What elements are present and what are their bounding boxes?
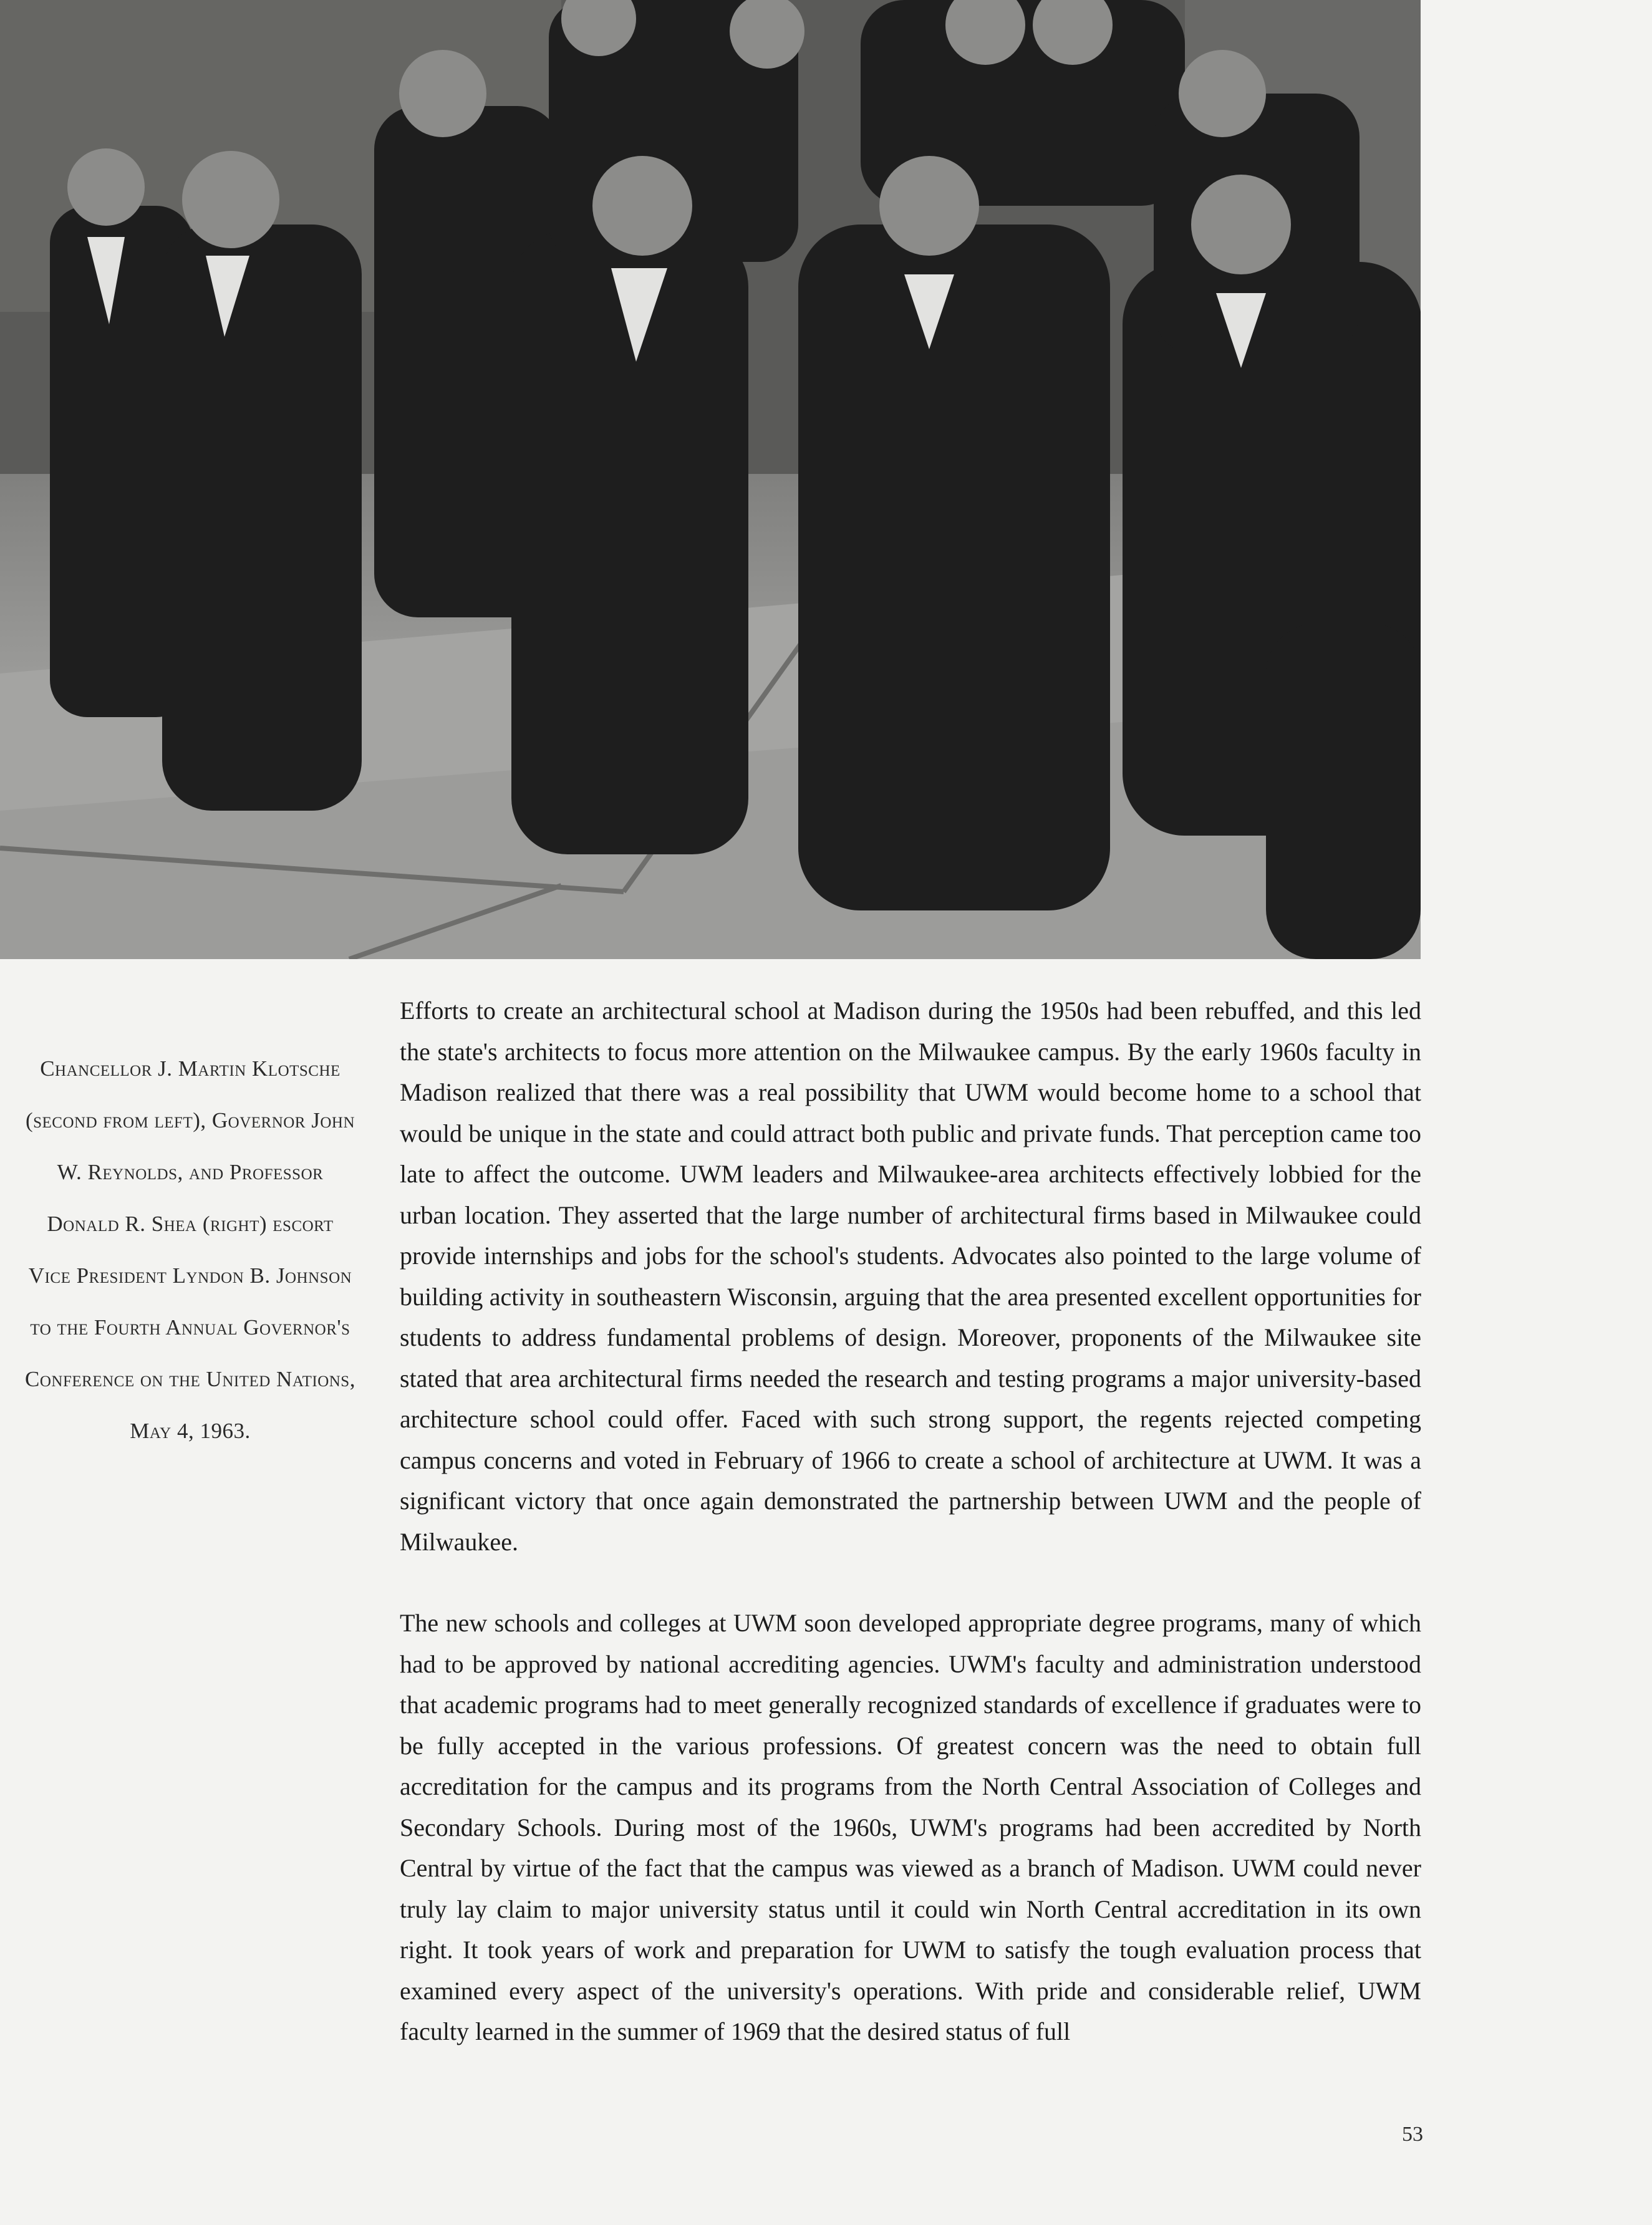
photo-caption: Chancellor J. Martin Klotsche (second from left), Governor John W. Reynolds, and Professor Donald R. Shea (right) escort Vice President Lyndon B. Johnson to the Fourth Annual Governor's Conference on the United Nations, May 4, 1963. — [25, 1056, 355, 1443]
paragraph: The new schools and colleges at UWM soon developed appropriate degree programs, many of which had to be approved by national accrediting agencies. UWM's faculty and administration understood that academic programs had to meet generally recognized standards of excellence if graduates were to be fully accepted in the various professions. Of greatest concern was the need to obtain full accreditation for the campus and its programs from the North Central Association of Colleges and Secondary Schools. During most of the 1960s, UWM's programs had been accredited by North Central by virtue of the fact that the campus was viewed as a branch of Madison. UWM could never truly lay claim to major university status until it could win North Central accreditation in its own right. It took years of work and preparation for UWM to satisfy the tough evaluation process that examined every aspect of the university's operations. With pride and considerable relief, UWM faculty learned in the summer of 1969 that the desired status of full — [400, 1609, 1421, 2045]
photo-illustration — [0, 0, 1421, 959]
body-text — [400, 990, 1421, 2052]
page-number: 53 — [1402, 2123, 1423, 2146]
paragraph: Efforts to create an architectural school at Madison during the 1950s had been rebuffed, and this led the state's architects to focus more attention on the Milwaukee campus. By the early 1960s faculty in Madison realized that there was a real possibility that UWM would become home to a school that would be unique in the state and could attract both public and private funds. That perception came too late to affect the outcome. UWM leaders and Milwaukee-area architects effectively lobbied for the urban location. They asserted that the large number of architectural firms based in Milwaukee could provide internships and jobs for the school's students. Advocates also pointed to the large volume of building activity in southeastern Wisconsin, arguing that the area presented excellent opportunities for students to address fundamental problems of design. Moreover, proponents of the Milwaukee site stated that area architectural firms needed the research and testing programs a major university-based architecture school could offer. Faced with such strong support, the regents rejected competing campus concerns and voted in February of 1966 to create a school of architecture at UWM. It was a significant victory that once again demonstrated the partnership between UWM and the people of Milwaukee. — [400, 997, 1421, 1556]
historical-photograph — [0, 0, 1421, 959]
